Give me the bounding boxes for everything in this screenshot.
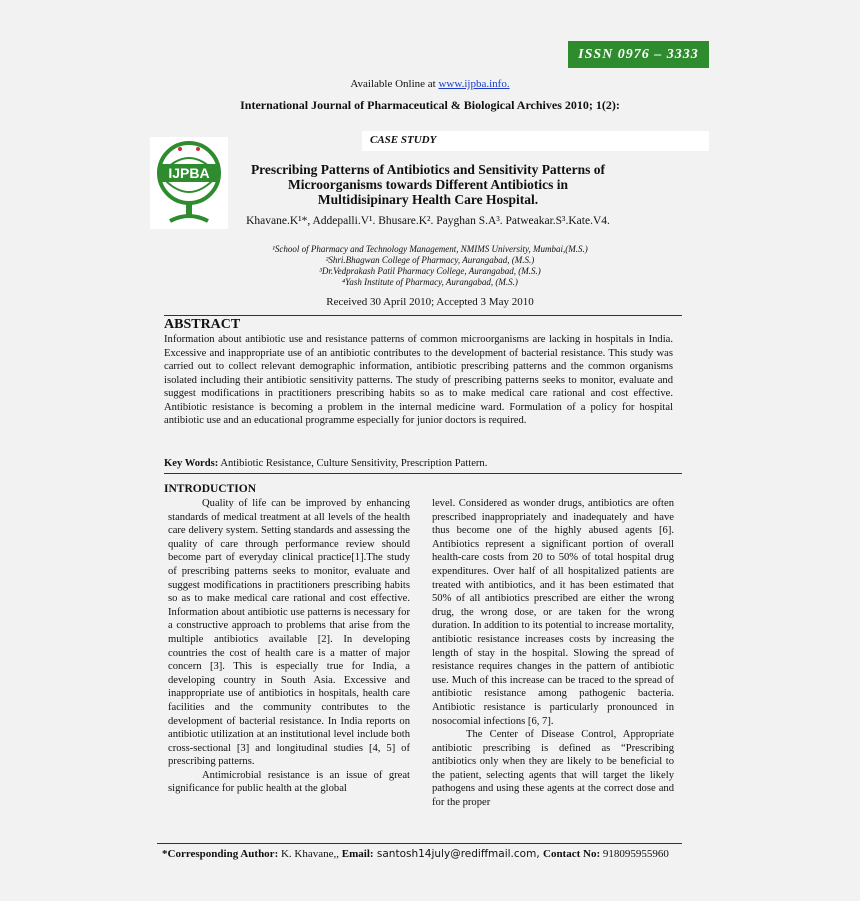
corresponding-name: K. Khavane,, (278, 848, 342, 860)
text-column-left (168, 497, 410, 796)
author-list: Khavane.K¹*, Addepalli.V¹. Bhusare.K². Payghan S.A³. Patweakar.S³.Kate.V4. (246, 215, 610, 227)
divider (157, 843, 682, 844)
logo-text: IJPBA (168, 165, 210, 181)
divider (164, 315, 682, 316)
keywords-text: Antibiotic Resistance, Culture Sensitivity, Prescription Pattern. (218, 458, 488, 469)
affiliation: ²Shri.Bhagwan College of Pharmacy, Aurangabad, (M.S.) (325, 255, 535, 265)
contact-label: Contact No: (543, 848, 601, 860)
available-prefix: Available Online at (350, 78, 439, 90)
title-line: Prescribing Patterns of Antibiotics and Sensitivity Patterns of (250, 162, 606, 177)
paper-title (228, 162, 628, 207)
introduction-heading: INTRODUCTION (164, 483, 257, 495)
affiliation: ³Dr.Vedprakash Patil Pharmacy College, Aurangabad, (M.S.) (319, 266, 541, 276)
affiliation: ⁴Yash Institute of Pharmacy, Aurangabad, (M.S.) (342, 277, 518, 287)
keywords (164, 458, 673, 469)
corresponding-label: *Corresponding Author: (162, 848, 279, 860)
keywords-label: Key Words: (164, 458, 219, 469)
contact-number: 918095955960 (600, 848, 669, 860)
journal-logo (150, 137, 228, 229)
affiliation: ¹School of Pharmacy and Technology Management, NMIMS University, Mumbai,(M.S.) (272, 244, 588, 254)
issn-badge: ISSN 0976 – 3333 (568, 41, 709, 68)
abstract-body: Information about antibiotic use and resistance patterns of common microorganisms are lacking in hospitals in India. Excessive and inappropriate use of an antibiotic contributes to the development of bacterial resistance. This study was carried out to collect relevant demographic information, antibiotic prescribing patterns and the common organisms isolated including their antibiotic sensitivity patterns. The study of prescribing patterns seeks to monitor, evaluate and suggest modifications in practitioners prescribing habits so as to make medical care rational and cost effective. Antibiotic resistance is becoming a problem in the internal medicine ward. Formulation of a policy for hospital antibiotic use and an educational programme especially for junior doctors is required. (164, 334, 673, 426)
title-line: Multidisipinary Health Care Hospital. (317, 192, 539, 207)
section-label: CASE STUDY (362, 131, 709, 151)
available-online (0, 78, 860, 90)
text-column-right (432, 497, 674, 810)
title-line: Microorganisms towards Different Antibiotics in (288, 177, 568, 192)
abstract-heading: ABSTRACT (164, 317, 241, 332)
journal-link[interactable]: www.ijpba.info. (438, 78, 510, 90)
paragraph: Antimicrobial resistance is an issue of great significance for public health at the global (168, 769, 410, 795)
email-address: santosh14july@rediffmail.com, (373, 848, 543, 860)
corresponding-author (162, 848, 702, 860)
received-dates: Received 30 April 2010; Accepted 3 May 2010 (326, 296, 534, 308)
paragraph: The Center of Disease Control, Appropriate antibiotic prescribing is defined as “Prescribing antibiotics only when they are likely to be beneficial to the patient, selecting agents that will target the likely pathogens and using these agents at the correct dose and for the proper (432, 729, 674, 809)
affiliations (180, 244, 680, 288)
divider (164, 473, 682, 474)
paragraph: Quality of life can be improved by enhancing standards of medical treatment at all levels of the health care delivery system. Setting standards and assessing the quality of care through performance review should become part of everyday clinical practice[1].The study of prescribing patterns seeks to monitor, evaluate and suggest modifications in practitioners prescribing habits so as to make medical care rational and cost effective. Information about antibiotic use patterns is necessary for a constructive approach to problems that arise from the multiple antibiotics available [2]. In developing countries the cost of health care is a matter of major concern [3]. This is especially true for India, a developing country in South Asia. Excessive and inappropriate use of antibiotics in hospitals, health care facilities and the community contributes to the development of bacterial resistance. In India reports on antibiotic utilization at an institutional level include both cross-sectional [3] and longitudinal studies [4, 5] of prescribing patterns. (168, 498, 410, 768)
email-label: Email: (341, 848, 374, 860)
paragraph: level. Considered as wonder drugs, antibiotics are often prescribed inappropriately and inadequately and have thus become one of the highly abused agents [6]. Antibiotics represent a significant portion of overall health-care costs from 20 to 50% of total hospital drug expenditures. Over half of all hospitalized patients are treated with antibiotics, and it has been estimated that 50% of all antibiotics prescribed are either the wrong drug, the wrong dose, or are taken for the wrong duration. In addition to its potential to increase mortality, antibiotic resistance increases costs by increasing the length of stay in the hospital. Slowing the spread of resistance requires changes in the pattern of antibiotic use. Much of this increase can be traced to the spread of antibiotic resistance among pathogenic bacteria. Antibiotic resistance is particularly pronounced in nosocomial infections [6, 7]. (432, 498, 674, 727)
journal-name: International Journal of Pharmaceutical & Biological Archives 2010; 1(2): (240, 98, 620, 112)
